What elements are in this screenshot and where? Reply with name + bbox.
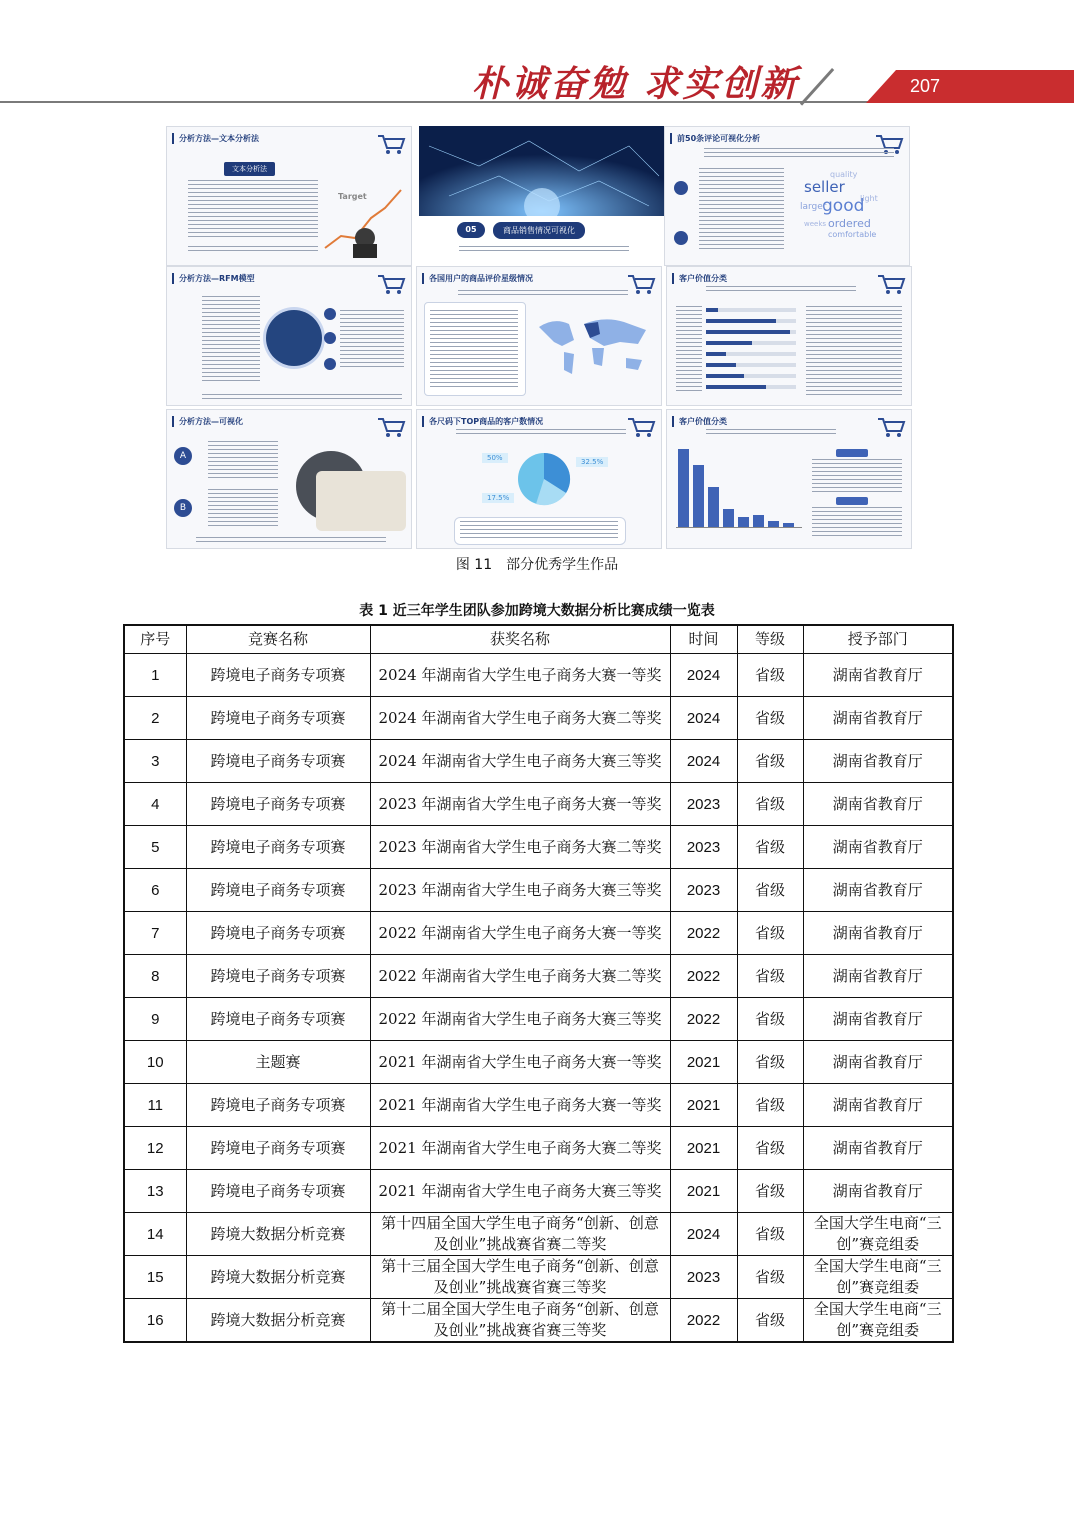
cart-icon [876, 413, 906, 439]
slide-body-text [188, 180, 318, 240]
table-row [124, 783, 953, 826]
award-name: 2021 年湖南省大学生电子商务大赛二等奖 [370, 1127, 670, 1170]
slide-analysis-text [430, 310, 518, 388]
award-level: 省级 [737, 869, 803, 912]
award-name: 2024 年湖南省大学生电子商务大赛三等奖 [370, 740, 670, 783]
header-cell: 时间 [670, 625, 737, 654]
word-weeks: weeks [804, 220, 827, 228]
award-level: 省级 [737, 1084, 803, 1127]
point-a-text [208, 441, 278, 479]
granting-department: 湖南省教育厅 [803, 869, 953, 912]
granting-department: 湖南省教育厅 [803, 1084, 953, 1127]
row-number: 13 [124, 1170, 186, 1213]
table-row [124, 912, 953, 955]
granting-department: 湖南省教育厅 [803, 955, 953, 998]
granting-department: 湖南省教育厅 [803, 1041, 953, 1084]
slide-review-wordcloud [664, 126, 910, 266]
granting-department: 全国大学生电商“三创”赛竞组委 [803, 1213, 953, 1256]
table-row [124, 697, 953, 740]
award-level: 省级 [737, 1041, 803, 1084]
award-year: 2022 [670, 998, 737, 1041]
world-map-image [534, 312, 654, 382]
student-works-collage [166, 126, 910, 549]
table-row [124, 1084, 953, 1127]
row-number: 15 [124, 1256, 186, 1299]
awards-table [123, 624, 954, 1343]
award-year: 2023 [670, 826, 737, 869]
row-number: 5 [124, 826, 186, 869]
word-seller: seller [804, 178, 845, 196]
customer-type-column [676, 306, 702, 394]
slide-body-text [458, 290, 628, 295]
contest-name: 主题赛 [186, 1041, 370, 1084]
table-row [124, 654, 953, 697]
rfm-description [340, 310, 404, 370]
award-name: 2023 年湖南省大学生电子商务大赛二等奖 [370, 826, 670, 869]
header-cell: 竞赛名称 [186, 625, 370, 654]
table-row [124, 955, 953, 998]
network-globe-image [419, 126, 665, 221]
point-a-badge: A [174, 447, 192, 465]
slide-body-text [202, 296, 260, 384]
award-year: 2021 [670, 1041, 737, 1084]
award-year: 2023 [670, 783, 737, 826]
table-row [124, 1041, 953, 1084]
award-name: 第十四届全国大学生电子商务“创新、创意及创业”挑战赛省赛二等奖 [370, 1213, 670, 1256]
table-row [124, 998, 953, 1041]
figure-caption: 图 11 部分优秀学生作品 [455, 557, 619, 573]
pie-label-3: 17.5% [482, 493, 514, 503]
contest-name: 跨境电子商务专项赛 [186, 697, 370, 740]
slide-title: 分析方法—文本分析法 [172, 133, 259, 144]
granting-department: 湖南省教育厅 [803, 1127, 953, 1170]
award-level: 省级 [737, 1299, 803, 1343]
award-level: 省级 [737, 1170, 803, 1213]
slide-title: 客户价值分类 [672, 273, 727, 284]
contest-name: 跨境电子商务专项赛 [186, 955, 370, 998]
contest-name: 跨境电子商务专项赛 [186, 998, 370, 1041]
award-level: 省级 [737, 826, 803, 869]
page-number-tab [866, 70, 1074, 103]
word-larger: larger [800, 202, 827, 212]
pie-chart-image [514, 449, 574, 509]
header-cell: 授予部门 [803, 625, 953, 654]
section-badge: 05 [457, 222, 485, 238]
award-level: 省级 [737, 654, 803, 697]
award-level: 省级 [737, 783, 803, 826]
granting-department: 全国大学生电商“三创”赛竞组委 [803, 1299, 953, 1343]
award-year: 2021 [670, 1127, 737, 1170]
slide-chip: 文本分析法 [224, 162, 275, 176]
slide-body-text [704, 148, 894, 157]
contest-name: 跨境电子商务专项赛 [186, 654, 370, 697]
contest-name: 跨境电子商务专项赛 [186, 826, 370, 869]
slide-customer-value-1 [666, 266, 912, 406]
slide-size-top-products [416, 409, 662, 549]
contest-name: 跨境电子商务专项赛 [186, 783, 370, 826]
award-year: 2024 [670, 654, 737, 697]
pie-label-1: 50% [482, 453, 508, 463]
table-row [124, 740, 953, 783]
contest-name: 跨境电子商务专项赛 [186, 1127, 370, 1170]
row-number: 8 [124, 955, 186, 998]
granting-department: 全国大学生电商“三创”赛竞组委 [803, 1256, 953, 1299]
award-level: 省级 [737, 1256, 803, 1299]
bullet-icon [674, 181, 688, 195]
award-name: 2021 年湖南省大学生电子商务大赛三等奖 [370, 1170, 670, 1213]
row-number: 6 [124, 869, 186, 912]
analysis-text [812, 459, 902, 493]
table-row [124, 1213, 953, 1256]
award-year: 2022 [670, 1299, 737, 1343]
award-year: 2024 [670, 740, 737, 783]
row-number: 2 [124, 697, 186, 740]
cart-icon [376, 130, 406, 156]
contest-name: 跨境大数据分析竞赛 [186, 1213, 370, 1256]
award-year: 2023 [670, 869, 737, 912]
award-year: 2021 [670, 1170, 737, 1213]
slide-title: 各尺码下TOP商品的客户数情况 [422, 416, 543, 427]
cart-icon [626, 270, 656, 296]
word-ordered: ordered [828, 217, 871, 230]
award-name: 2022 年湖南省大学生电子商务大赛一等奖 [370, 912, 670, 955]
contest-name: 跨境电子商务专项赛 [186, 1084, 370, 1127]
contest-name: 跨境电子商务专项赛 [186, 740, 370, 783]
pie-label-2: 32.5% [576, 457, 608, 467]
contest-name: 跨境电子商务专项赛 [186, 912, 370, 955]
award-level: 省级 [737, 740, 803, 783]
point-b-text [208, 489, 278, 529]
award-name: 2022 年湖南省大学生电子商务大赛二等奖 [370, 955, 670, 998]
cart-icon [626, 413, 656, 439]
word-light: light [860, 194, 878, 203]
award-name: 2023 年湖南省大学生电子商务大赛三等奖 [370, 869, 670, 912]
granting-department: 湖南省教育厅 [803, 654, 953, 697]
word-comfortable: comfortable [828, 230, 877, 239]
slide-text-analysis [166, 126, 412, 266]
table-row [124, 826, 953, 869]
slide-country-ratings [416, 266, 662, 406]
slide-analysis-text [460, 521, 618, 539]
rfm-m-icon [324, 358, 336, 370]
row-number: 3 [124, 740, 186, 783]
slide-sales-visualization [419, 126, 665, 266]
award-level: 省级 [737, 697, 803, 740]
award-year: 2022 [670, 955, 737, 998]
header-motto: 朴诚奋勉 求实创新 [472, 63, 800, 105]
contest-name: 跨境电子商务专项赛 [186, 869, 370, 912]
slide-title: 分析方法—RFM模型 [172, 273, 255, 284]
award-year: 2021 [670, 1084, 737, 1127]
suggestion-text [812, 507, 902, 537]
page-number: 207 [910, 76, 941, 96]
award-level: 省级 [737, 998, 803, 1041]
table-row [124, 1299, 953, 1343]
granting-department: 湖南省教育厅 [803, 1170, 953, 1213]
row-number: 11 [124, 1084, 186, 1127]
row-number: 9 [124, 998, 186, 1041]
table-row [124, 1127, 953, 1170]
award-name: 第十二届全国大学生电子商务“创新、创意及创业”挑战赛省赛三等奖 [370, 1299, 670, 1343]
rfm-f-icon [324, 332, 336, 344]
word-quality: quality [830, 170, 858, 179]
award-name: 2022 年湖南省大学生电子商务大赛三等奖 [370, 998, 670, 1041]
award-name: 2021 年湖南省大学生电子商务大赛一等奖 [370, 1041, 670, 1084]
table-row [124, 1170, 953, 1213]
strategy-column [806, 306, 902, 396]
slide-chip: 商品销售情况可视化 [493, 222, 585, 239]
granting-department: 湖南省教育厅 [803, 912, 953, 955]
slide-visualization-method [166, 409, 412, 549]
granting-department: 湖南省教育厅 [803, 740, 953, 783]
contest-name: 跨境大数据分析竞赛 [186, 1299, 370, 1343]
award-name: 第十三届全国大学生电子商务“创新、创意及创业”挑战赛省赛三等奖 [370, 1256, 670, 1299]
row-number: 16 [124, 1299, 186, 1343]
point-b-badge: B [174, 499, 192, 517]
award-level: 省级 [737, 1127, 803, 1170]
row-number: 7 [124, 912, 186, 955]
slide-customer-value-2 [666, 409, 912, 549]
row-number: 4 [124, 783, 186, 826]
award-year: 2024 [670, 1213, 737, 1256]
table-caption: 表 1 近三年学生团队参加跨境大数据分析比赛成绩一览表 [359, 603, 715, 619]
paper-documents-image [316, 471, 406, 531]
award-year: 2024 [670, 697, 737, 740]
slide-title: 客户价值分类 [672, 416, 727, 427]
granting-department: 湖南省教育厅 [803, 826, 953, 869]
slide-title: 前50条评论可视化分析 [670, 133, 760, 144]
slide-footnote [188, 246, 318, 254]
award-year: 2022 [670, 912, 737, 955]
award-level: 省级 [737, 955, 803, 998]
analysis-chip [836, 449, 868, 457]
table-row [124, 1256, 953, 1299]
slide-footnote [202, 394, 402, 399]
granting-department: 湖南省教育厅 [803, 783, 953, 826]
slide-rfm-model [166, 266, 412, 406]
row-number: 12 [124, 1127, 186, 1170]
award-year: 2023 [670, 1256, 737, 1299]
award-name: 2024 年湖南省大学生电子商务大赛二等奖 [370, 697, 670, 740]
header-cell: 获奖名称 [370, 625, 670, 654]
slide-title: 分析方法—可视化 [172, 416, 243, 427]
award-level: 省级 [737, 912, 803, 955]
row-number: 10 [124, 1041, 186, 1084]
hand-tech-image [266, 310, 322, 366]
row-number: 1 [124, 654, 186, 697]
table-header-row [124, 625, 953, 654]
slide-body-text [706, 286, 856, 291]
slide-body-text [706, 429, 836, 434]
rfm-r-icon [324, 308, 336, 320]
slide-subtitle [459, 246, 629, 251]
slide-body-text [456, 429, 626, 434]
cart-icon [376, 413, 406, 439]
granting-department: 湖南省教育厅 [803, 697, 953, 740]
slide-title: 各国用户的商品评价星级情况 [422, 273, 533, 284]
award-level: 省级 [737, 1213, 803, 1256]
granting-department: 湖南省教育厅 [803, 998, 953, 1041]
word-good: good [822, 196, 865, 216]
award-name: 2021 年湖南省大学生电子商务大赛一等奖 [370, 1084, 670, 1127]
award-name: 2024 年湖南省大学生电子商务大赛一等奖 [370, 654, 670, 697]
award-name: 2023 年湖南省大学生电子商务大赛一等奖 [370, 783, 670, 826]
target-growth-image [321, 178, 406, 258]
cart-icon [876, 270, 906, 296]
header-cell: 等级 [737, 625, 803, 654]
target-label: Target [338, 192, 367, 201]
contest-name: 跨境电子商务专项赛 [186, 1170, 370, 1213]
row-number: 14 [124, 1213, 186, 1256]
header-cell: 序号 [124, 625, 186, 654]
cart-icon [376, 270, 406, 296]
suggestion-chip [836, 497, 868, 505]
slide-analysis-text [699, 168, 784, 252]
slide-footnote [196, 537, 386, 542]
table-row [124, 869, 953, 912]
contest-name: 跨境大数据分析竞赛 [186, 1256, 370, 1299]
bullet-icon [674, 231, 688, 245]
